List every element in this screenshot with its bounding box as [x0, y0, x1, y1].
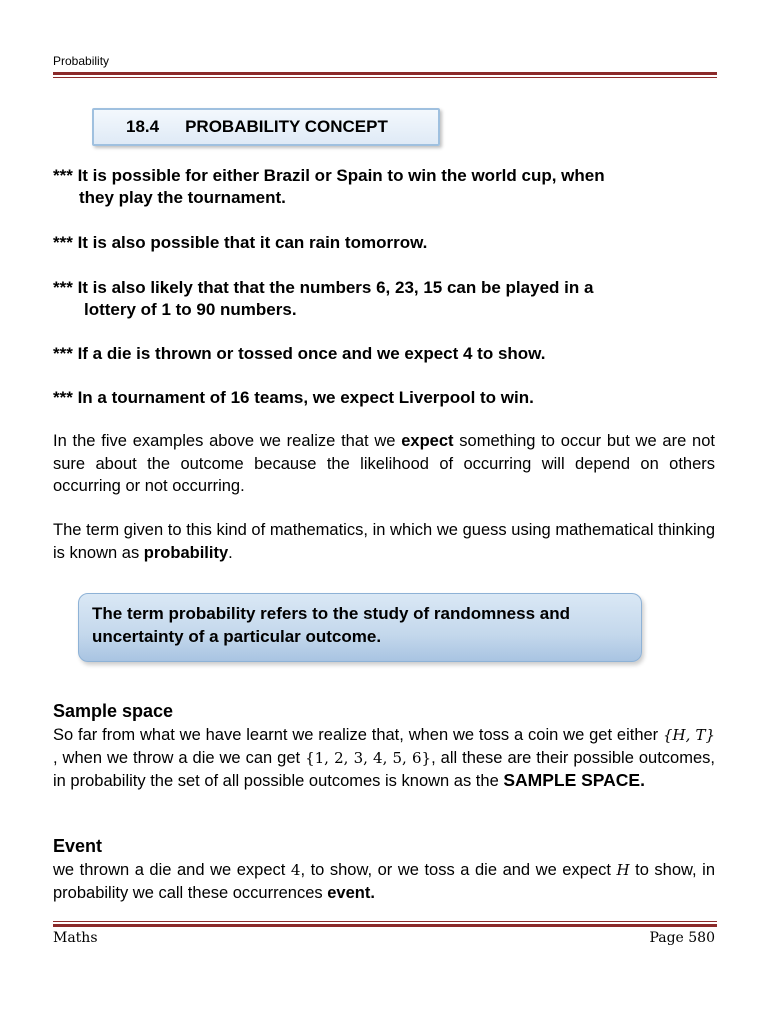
paragraph-expectation: In the five examples above we realize that we expect something to occur but we are not sure about the outcome because the likelihood of occurring will depend on others occurring or not occurring.: [53, 432, 715, 495]
footer-page-number: Page 580: [649, 930, 715, 946]
event-heading: Event: [53, 836, 103, 856]
example-1: *** It is possible for either Brazil or Spain to win the world cup, when they play the tournament.: [53, 166, 605, 207]
section-title: PROBABILITY CONCEPT: [185, 117, 388, 136]
section-number: 18.4: [126, 117, 160, 136]
paragraph-probability-term: The term given to this kind of mathematics, in which we guess using mathematical thinking is known as probability.: [53, 521, 715, 562]
running-header: Probability: [53, 54, 110, 68]
example-2: *** It is also possible that it can rain tomorrow.: [53, 233, 428, 252]
sample-space-heading: Sample space: [53, 701, 174, 721]
definition-text: The term probability refers to the study of randomness and uncertainty of a particular outcome.: [92, 604, 570, 646]
section-heading-box: [92, 108, 440, 146]
definition-box: [78, 593, 642, 662]
example-5: *** In a tournament of 16 teams, we expect Liverpool to win.: [53, 388, 534, 407]
footer-rule: [53, 921, 717, 927]
example-3: *** It is also likely that that the numbers 6, 23, 15 can be played in a lottery of 1 to 90 numbers.: [53, 278, 594, 319]
example-4: *** If a die is thrown or tossed once and we expect 4 to show.: [53, 344, 546, 363]
sample-space-paragraph: So far from what we have learnt we realize that, when we toss a coin we get either {H, T} , when we throw a die we can get {1, 2, 3, 4, 5, 6}, all these are their possible outcomes, in probability the set of all possible outcomes is known as the SAMPLE SPACE.: [53, 726, 715, 790]
event-paragraph: we thrown a die and we expect 4, to show, or we toss a die and we expect H to show, in probability we call these occurrences event.: [53, 861, 716, 902]
header-rule: [53, 72, 717, 78]
footer-subject: Maths: [53, 930, 98, 946]
